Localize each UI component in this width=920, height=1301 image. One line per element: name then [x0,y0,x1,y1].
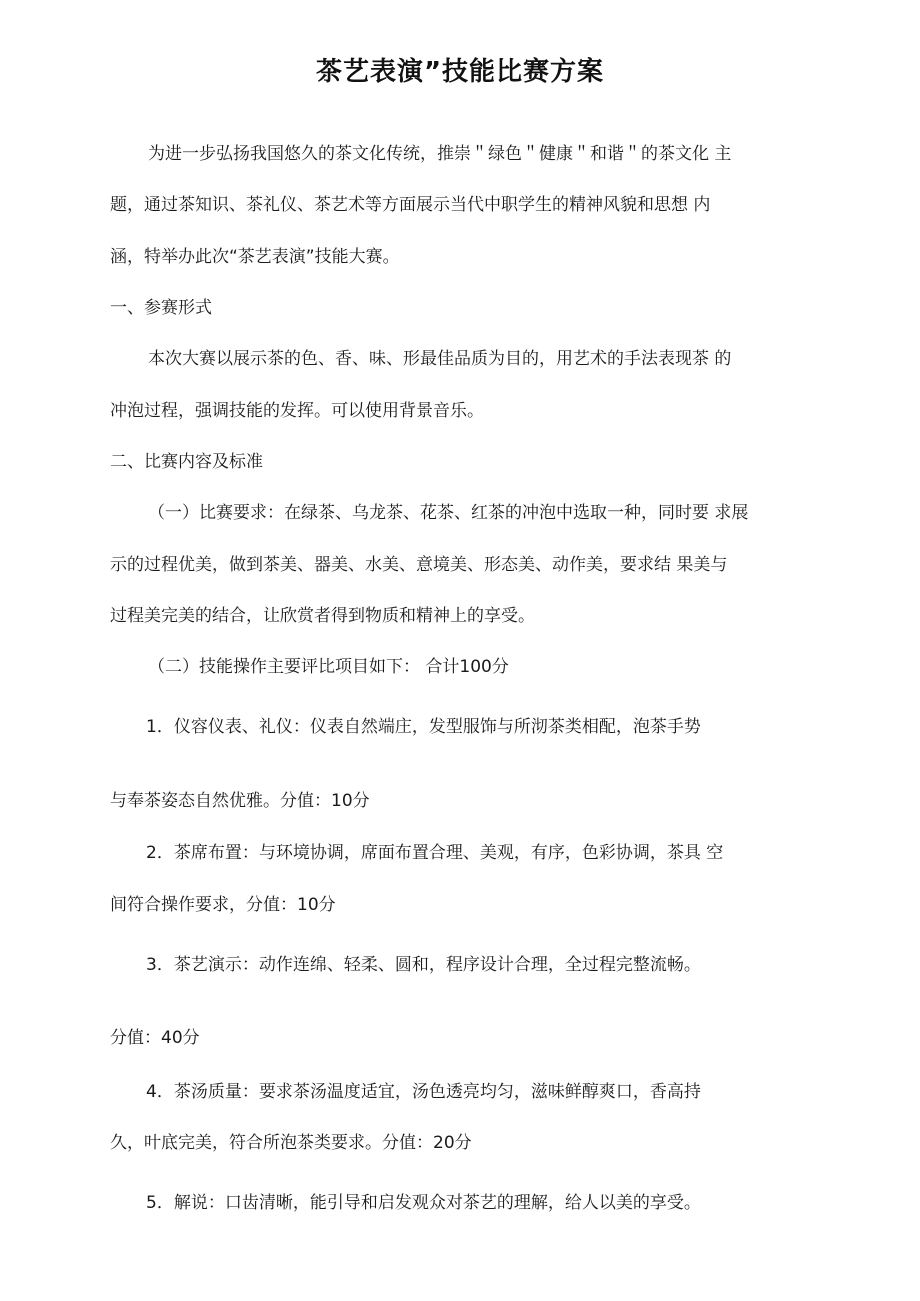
requirement-line-2: 示的过程优美，做到茶美、器美、水美、意境美、形态美、动作美，要求结 果美与 [110,555,728,575]
score-item-1-line-2: 与奉茶姿态自然优雅。分值：10分 [110,791,370,811]
section-2-heading: 二、比赛内容及标准 [110,452,263,472]
section-1-heading: 一、参赛形式 [110,298,212,318]
requirement-line-3: 过程美完美的结合，让欣赏者得到物质和精神上的享受。 [110,606,535,626]
score-item-2-line-1: 2．茶席布置：与环境协调，席面布置合理、美观，有序，色彩协调，茶具 空 [146,843,724,863]
score-item-4-line-2: 久，叶底完美，符合所泡茶类要求。分值：20分 [110,1133,472,1153]
score-item-3-line-1: 3．茶艺演示：动作连绵、轻柔、圆和，程序设计合理，全过程完整流畅。 [146,955,701,975]
requirement-line-1: （一）比赛要求：在绿茶、乌龙茶、花茶、红茶的冲泡中选取一种，同时要 求展 [148,503,749,523]
score-item-4-line-1: 4．茶汤质量：要求茶汤温度适宜，汤色透亮均匀，滋味鲜醇爽口，香高持 [146,1082,701,1102]
intro-line-1: 为进一步弘扬我国悠久的茶文化传统，推崇＂绿色＂健康＂和谐＂的茶文化 主 [148,144,732,164]
section-1-line-2: 冲泡过程，强调技能的发挥。可以使用背景音乐。 [110,401,484,421]
scoring-heading: （二）技能操作主要评比项目如下： 合计100分 [148,657,509,677]
score-item-2-line-2: 间符合操作要求，分值：10分 [110,895,336,915]
intro-line-3: 涵，特举办此次“茶艺表演”技能大赛。 [110,247,400,267]
section-1-line-1: 本次大赛以展示茶的色、香、味、形最佳品质为目的，用艺术的手法表现茶 的 [148,349,732,369]
intro-line-2: 题，通过茶知识、茶礼仪、茶艺术等方面展示当代中职学生的精神风貌和思想 内 [110,195,711,215]
score-item-1-line-1: 1．仪容仪表、礼仪：仪表自然端庄，发型服饰与所沏茶类相配，泡茶手势 [146,717,701,737]
score-item-5-line-1: 5．解说：口齿清晰，能引导和启发观众对茶艺的理解，给人以美的享受。 [146,1193,701,1213]
document-title: 茶艺表演”技能比赛方案 [315,57,605,87]
score-item-3-line-2: 分值：40分 [110,1028,200,1048]
